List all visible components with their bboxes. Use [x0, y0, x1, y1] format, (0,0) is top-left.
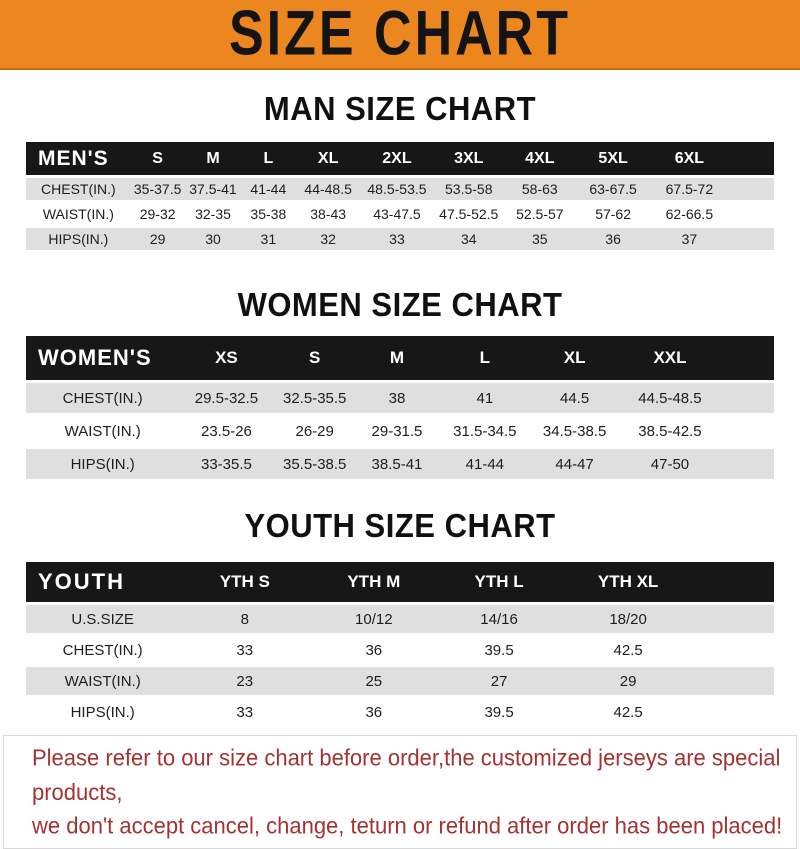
men-section-heading: MAN SIZE CHART	[263, 89, 537, 128]
table-header-row	[26, 142, 774, 177]
table-cell: 14/16	[437, 604, 560, 635]
table-cell: 63-67.5	[575, 177, 651, 202]
table-cell: 42.5	[613, 703, 643, 721]
table-cell: 58-63	[505, 177, 575, 202]
table-cell: 31.5-34.5	[453, 422, 517, 440]
banner	[0, 0, 800, 70]
row-label: WAIST(IN.)	[26, 666, 179, 697]
column-header: YTH M	[310, 562, 437, 604]
column-header: 6XL	[651, 142, 727, 177]
youth-section-heading: YOUTH SIZE CHART	[244, 506, 556, 545]
spacer-cell	[722, 448, 774, 480]
spacer-cell	[695, 666, 774, 697]
table-cell: 44-47	[532, 448, 618, 480]
table-cell: 36	[365, 703, 383, 721]
table-title: MEN'S	[26, 142, 131, 177]
table-cell: 41	[438, 382, 532, 415]
row-label: U.S.SIZE	[26, 604, 179, 635]
table-cell: 53.5-58	[433, 177, 505, 202]
table-row	[26, 635, 774, 666]
column-header: XXL	[618, 336, 723, 382]
spacer-cell	[695, 562, 774, 604]
table-cell: 62-66.5	[665, 206, 714, 222]
table-cell: 47-50	[618, 448, 723, 480]
table-cell: 34	[433, 227, 505, 251]
table-cell: 39.5	[484, 703, 514, 721]
spacer-cell	[722, 415, 774, 448]
table-cell: 33	[236, 641, 254, 659]
table-row	[26, 604, 774, 635]
table-cell: 67.5-72	[651, 177, 727, 202]
table-cell: 44.5	[532, 382, 618, 415]
table-cell: 23	[179, 666, 310, 697]
women-size-table	[26, 336, 774, 479]
spacer-cell	[722, 336, 774, 382]
order-notice	[3, 735, 797, 849]
table-cell: 43-47.5	[373, 206, 421, 222]
youth-size-table	[26, 562, 774, 726]
table-cell: 26-29	[295, 422, 334, 440]
table-cell: 29-31.5	[371, 422, 423, 440]
table-row	[26, 382, 774, 415]
column-header: 4XL	[505, 142, 575, 177]
row-label: WAIST(IN.)	[42, 206, 114, 222]
table-cell: 27	[437, 666, 560, 697]
spacer-cell	[728, 177, 774, 202]
column-header: L	[438, 336, 532, 382]
notice-line-1: Please refer to our size chart before order,the customized jerseys are special products,	[32, 744, 781, 806]
notice-line-2: we don't accept cancel, change, teturn or refund after order has been placed!	[32, 812, 783, 839]
table-cell: 33	[236, 703, 254, 721]
row-label: WAIST(IN.)	[64, 422, 141, 440]
table-cell: 35.5-38.5	[274, 448, 356, 480]
column-header: S	[274, 336, 356, 382]
table-row	[26, 227, 774, 251]
table-cell: 47.5-52.5	[439, 206, 499, 222]
column-header: M	[356, 336, 438, 382]
table-cell: 29-32	[139, 206, 176, 222]
table-cell: 38	[356, 382, 438, 415]
row-label: HIPS(IN.)	[26, 227, 131, 251]
section-youth	[0, 508, 800, 726]
column-header: S	[131, 142, 185, 177]
spacer-cell	[695, 697, 774, 727]
section-men	[0, 91, 800, 250]
column-header: YTH XL	[561, 562, 696, 604]
table-cell: 29.5-32.5	[179, 382, 273, 415]
row-label: CHEST(IN.)	[62, 641, 143, 659]
column-header: 3XL	[433, 142, 505, 177]
table-header-row	[26, 336, 774, 382]
table-cell: 35	[505, 227, 575, 251]
table-cell: 38.5-41	[356, 448, 438, 480]
column-header: YTH L	[437, 562, 560, 604]
table-row	[26, 666, 774, 697]
spacer-cell	[728, 142, 774, 177]
row-label: CHEST(IN.)	[26, 382, 179, 415]
men-size-table	[26, 142, 774, 250]
column-header: L	[241, 142, 295, 177]
column-header: YTH S	[179, 562, 310, 604]
table-cell: 41-44	[241, 177, 295, 202]
table-title: YOUTH	[26, 562, 179, 604]
table-cell: 37	[651, 227, 727, 251]
table-cell: 25	[310, 666, 437, 697]
page-title: SIZE CHART	[229, 0, 571, 70]
table-cell: 35-37.5	[131, 177, 185, 202]
table-row	[26, 697, 774, 727]
table-row	[26, 177, 774, 202]
row-label: CHEST(IN.)	[26, 177, 131, 202]
table-cell: 30	[185, 227, 242, 251]
table-cell: 32.5-35.5	[274, 382, 356, 415]
table-cell: 38-43	[310, 206, 347, 222]
column-header: XS	[179, 336, 273, 382]
table-cell: 44.5-48.5	[618, 382, 723, 415]
column-header: 2XL	[361, 142, 433, 177]
table-cell: 38.5-42.5	[638, 422, 702, 440]
table-cell: 44-48.5	[295, 177, 361, 202]
table-cell: 23.5-26	[201, 422, 252, 440]
spacer-cell	[722, 382, 774, 415]
table-cell: 36	[365, 641, 383, 659]
women-section-heading: WOMEN SIZE CHART	[237, 285, 563, 324]
table-cell: 33	[361, 227, 433, 251]
table-cell: 8	[179, 604, 310, 635]
table-cell: 36	[575, 227, 651, 251]
column-header: 5XL	[575, 142, 651, 177]
table-cell: 29	[131, 227, 185, 251]
table-cell: 57-62	[595, 206, 631, 222]
table-cell: 34.5-38.5	[542, 422, 607, 440]
table-cell: 39.5	[484, 641, 514, 659]
table-cell: 35-38	[250, 206, 287, 222]
table-cell: 33-35.5	[179, 448, 273, 480]
table-title: WOMEN'S	[26, 336, 179, 382]
table-header-row	[26, 562, 774, 604]
table-cell: 18/20	[561, 604, 696, 635]
table-cell: 32-35	[195, 206, 231, 222]
table-cell: 41-44	[438, 448, 532, 480]
spacer-cell	[728, 227, 774, 251]
table-cell: 29	[561, 666, 696, 697]
table-row	[26, 415, 774, 448]
table-cell: 52.5-57	[516, 206, 564, 222]
row-label: HIPS(IN.)	[70, 703, 135, 721]
table-cell: 48.5-53.5	[361, 177, 433, 202]
table-cell: 42.5	[613, 641, 643, 659]
table-row	[26, 448, 774, 480]
table-cell: 32	[295, 227, 361, 251]
table-cell: 31	[241, 227, 295, 251]
table-cell: 37.5-41	[185, 177, 242, 202]
table-cell: 10/12	[310, 604, 437, 635]
section-women	[0, 287, 800, 479]
spacer-cell	[728, 202, 774, 227]
column-header: XL	[295, 142, 361, 177]
spacer-cell	[695, 635, 774, 666]
row-label: HIPS(IN.)	[26, 448, 179, 480]
column-header: M	[185, 142, 242, 177]
spacer-cell	[695, 604, 774, 635]
table-row	[26, 202, 774, 227]
column-header: XL	[532, 336, 618, 382]
